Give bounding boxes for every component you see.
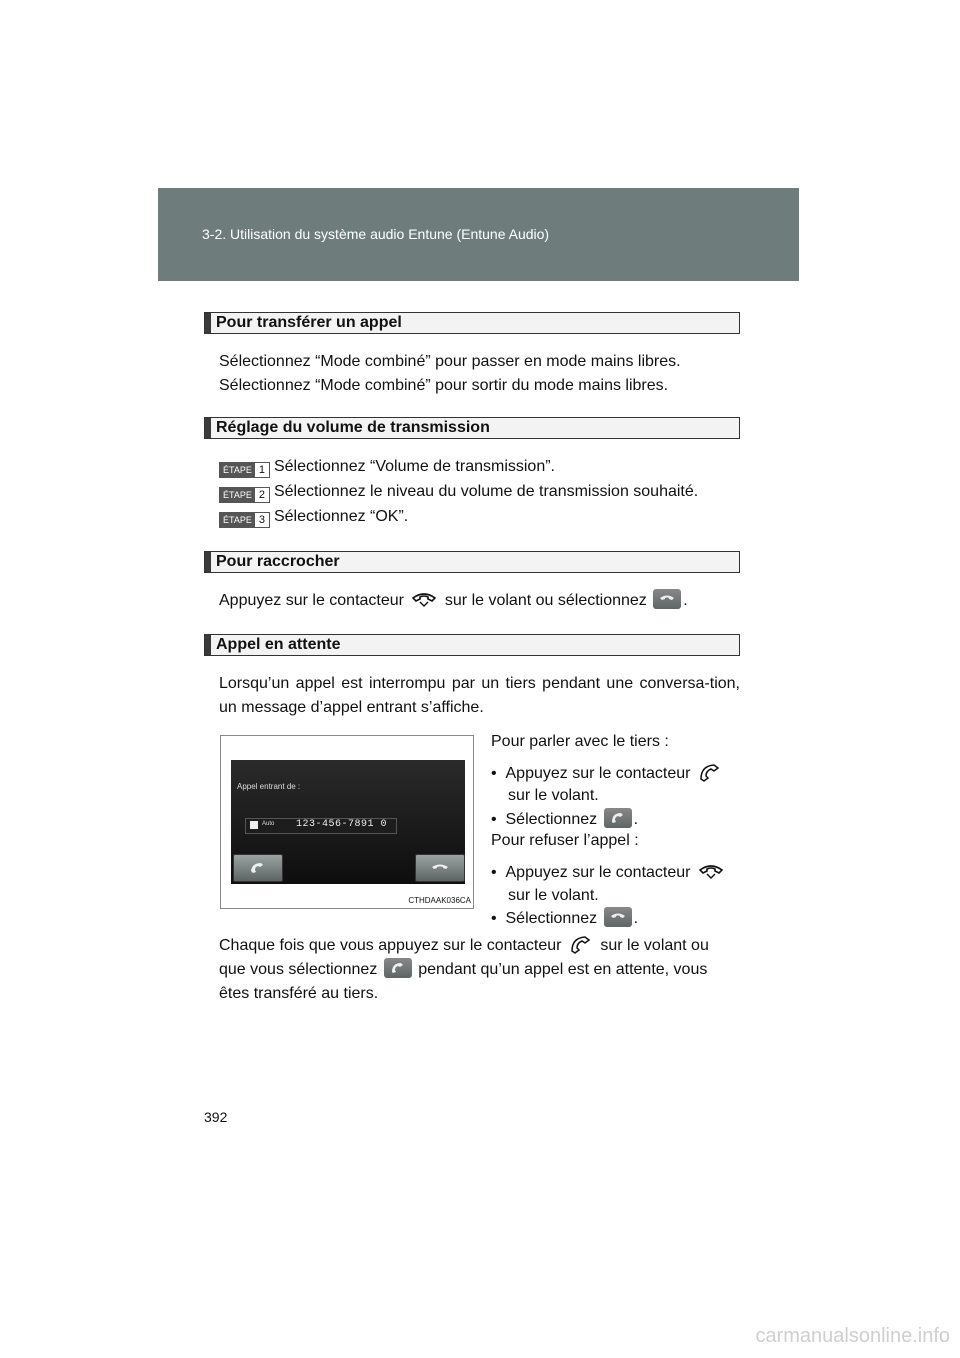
- step-2: ÉTAPE 2 Sélectionnez le niveau du volume de transmission souhaité.: [219, 482, 698, 503]
- caller-number: 123-456-7891 0: [296, 819, 388, 830]
- display-screen: [231, 760, 465, 884]
- talk-bullet-1-cont: sur le volant.: [508, 787, 599, 804]
- step-1: ÉTAPE 1 Sélectionnez “Volume de transmission”.: [219, 457, 555, 478]
- step-3: ÉTAPE 3 Sélectionnez “OK”.: [219, 507, 408, 528]
- reject-button: [415, 854, 465, 882]
- section-heading-volume: Réglage du volume de transmission: [204, 417, 740, 439]
- outro-line-1: Chaque fois que vous appuyez sur le contacteur sur le volant ou: [219, 934, 740, 958]
- screen-title: Appel entrant de :: [237, 782, 301, 791]
- transfer-line-1: Sélectionnez “Mode combiné” pour passer en mode mains libres.: [219, 353, 681, 370]
- step-badge: ÉTAPE 1: [219, 462, 270, 478]
- pick-up-switch-icon: [698, 762, 722, 782]
- step-badge: ÉTAPE 3: [219, 512, 270, 528]
- waiting-intro: Lorsqu’un appel est interrompu par un tiers pendant une conversa-tion, un message d’appel entrant s’affiche.: [219, 675, 740, 716]
- outro-line-3: êtes transféré au tiers.: [219, 985, 379, 1002]
- page-header: [158, 188, 799, 281]
- incoming-call-screen-image: [220, 735, 474, 909]
- hang-up-button-icon: [604, 907, 632, 927]
- auto-checkbox: [250, 821, 258, 829]
- hang-up-button-icon: [653, 589, 681, 609]
- talk-bullet-1: • Appuyez sur le contacteur: [491, 762, 725, 785]
- refuse-heading: Pour refuser l’appel :: [491, 832, 639, 849]
- transfer-line-2: Sélectionnez “Mode combiné” pour sortir du mode mains libres.: [219, 377, 669, 394]
- talk-bullet-2: • Sélectionnez .: [491, 808, 638, 831]
- refuse-bullet-2: • Sélectionnez .: [491, 907, 638, 930]
- hang-up-switch-icon: [411, 591, 437, 609]
- watermark: carmanualsonline.info: [755, 1325, 950, 1347]
- page-number: 392: [204, 1109, 228, 1125]
- section-heading-hangup: Pour raccrocher: [204, 551, 740, 573]
- answer-button-icon: [604, 808, 632, 828]
- answer-button: [233, 854, 283, 882]
- caller-number-field: Auto 123-456-7891 0: [245, 818, 397, 834]
- outro-line-2: que vous sélectionnez pendant qu’un appel est en attente, vous: [219, 958, 707, 982]
- breadcrumb: 3-2. Utilisation du système audio Entune (Entune Audio): [202, 226, 550, 242]
- step-badge: ÉTAPE 2: [219, 487, 270, 503]
- hangup-text: Appuyez sur le contacteur sur le volant ou sélectionnez .: [219, 589, 688, 613]
- section-heading-transfer: Pour transférer un appel: [204, 312, 740, 334]
- pick-up-switch-icon: [569, 934, 593, 954]
- section-heading-waiting: Appel en attente: [204, 634, 740, 656]
- answer-button-icon: [384, 958, 412, 978]
- refuse-bullet-1-cont: sur le volant.: [508, 887, 599, 904]
- talk-heading: Pour parler avec le tiers :: [491, 733, 669, 750]
- image-caption: CTHDAAK036CA: [408, 896, 471, 905]
- hang-up-switch-icon: [698, 863, 724, 881]
- refuse-bullet-1: • Appuyez sur le contacteur: [491, 862, 727, 884]
